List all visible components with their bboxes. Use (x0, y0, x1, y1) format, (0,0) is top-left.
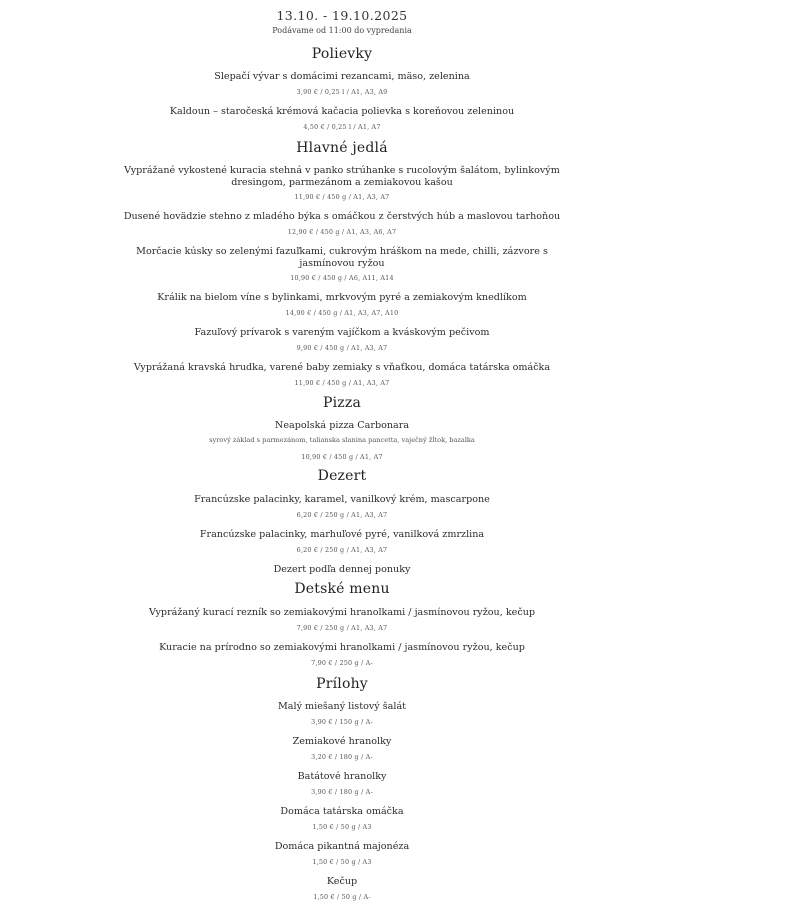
menu-item-name: Domáca tatárska omáčka (280, 806, 404, 817)
menu-item-name: Domáca pikantná majonéza (274, 841, 410, 852)
menu-item-name: Malý miešaný listový šalát (277, 701, 407, 712)
menu-item-name: Kuracie na prírodno so zemiakovými hranolkami / jasmínovou ryžou, kečup (159, 642, 525, 653)
menu-item-name: Vyprážané vykostené kuracia stehná v panko strúhanke s rucolovým šalátom, bylinkovým dresingom, parmezánom a zemiakovou kašou (124, 165, 560, 188)
menu-item-price: 6,20 € / 250 g / A1, A3, A7 (296, 546, 388, 554)
section-title-main-dishes: Hlavné jedlá (296, 140, 388, 156)
menu-item-price: 6,20 € / 250 g / A1, A3, A7 (296, 511, 388, 519)
section-title-sides: Prílohy (316, 676, 368, 692)
menu-item-price: 14,90 € / 450 g / A1, A3, A7, A10 (285, 309, 399, 317)
menu-item-name: Dusené hovädzie stehno z mladého býka s omáčkou z čerstvých húb a maslovou tarhoňou (123, 211, 561, 222)
menu-item-name: Kaldoun – staročeská krémová kačacia polievka s koreňovou zeleninou (169, 106, 515, 117)
menu-item-description: syrový základ s parmezánom, talianska slanina pancetta, vaječný žĺtok, bazalka (209, 436, 475, 444)
section-title-soups: Polievky (311, 46, 373, 62)
menu-item-price: 12,90 € / 450 g / A1, A3, A6, A7 (287, 228, 397, 236)
menu-item-name: Francúzske palacinky, karamel, vanilkový krém, mascarpone (194, 494, 490, 505)
menu-item-price: 3,90 € / 0,25 l / A1, A3, A9 (296, 88, 388, 96)
section-title-pizza: Pizza (323, 395, 361, 411)
menu-item-name: Vyprážaný kurací rezník so zemiakovými hranolkami / jasmínovou ryžou, kečup (148, 607, 536, 618)
menu-item-price: 3,90 € / 150 g / A- (311, 718, 373, 726)
menu-item-price: 3,90 € / 180 g / A- (311, 788, 373, 796)
menu-item-price: 4,50 € / 0,25 l / A1, A7 (303, 123, 381, 131)
menu-item-name: Slepačí vývar s domácimi rezancami, mäso, zelenina (214, 71, 470, 82)
menu-item-name: Francúzske palacinky, marhuľové pyré, vanilková zmrzlina (199, 529, 485, 540)
menu-item-price: 10,90 € / 450 g / A1, A7 (301, 453, 383, 461)
menu-item-price: 1,50 € / 50 g / A3 (312, 823, 372, 831)
serving-note: Podávame od 11:00 do vypredania (272, 26, 412, 35)
menu-item-name: Fazuľový prívarok s vareným vajíčkom a kváskovým pečivom (194, 327, 490, 338)
menu-item-name: Neapolská pizza Carbonara (274, 420, 410, 431)
menu-item-price: 1,50 € / 50 g / A- (313, 893, 371, 901)
menu-item-name: Dezert podľa dennej ponuky (273, 564, 411, 575)
menu-item-price: 7,90 € / 250 g / A1, A3, A7 (296, 624, 388, 632)
menu-item-price: 1,50 € / 50 g / A3 (312, 858, 372, 866)
menu-date-range: 13.10. - 19.10.2025 (276, 8, 408, 23)
menu-item-price: 3,20 € / 180 g / A- (311, 753, 373, 761)
menu-item-name: Vyprážaná kravská hrudka, varené baby zemiaky s vňaťkou, domáca tatárska omáčka (133, 362, 551, 373)
menu-item-price: 10,90 € / 450 g / A6, A11, A14 (290, 274, 394, 282)
menu-item-name: Králik na bielom víne s bylinkami, mrkvovým pyré a zemiakovým knedlíkom (157, 292, 527, 303)
menu-item-name: Kečup (326, 876, 358, 887)
menu-item-price: 7,90 € / 250 g / A- (311, 659, 373, 667)
menu-item-price: 9,90 € / 450 g / A1, A3, A7 (296, 344, 388, 352)
menu-item-name: Batátové hranolky (297, 771, 387, 782)
menu-item-price: 11,90 € / 450 g / A1, A3, A7 (294, 379, 390, 387)
menu-item-name: Morčacie kúsky so zelenými fazuľkami, cukrovým hráškom na mede, chilli, zázvore s jasmínovou ryžou (136, 246, 548, 269)
menu-item-name: Zemiakové hranolky (292, 736, 392, 747)
section-title-kids-menu: Detské menu (294, 581, 390, 597)
menu-item-price: 11,90 € / 450 g / A1, A3, A7 (294, 193, 390, 201)
section-title-dessert: Dezert (317, 468, 367, 484)
